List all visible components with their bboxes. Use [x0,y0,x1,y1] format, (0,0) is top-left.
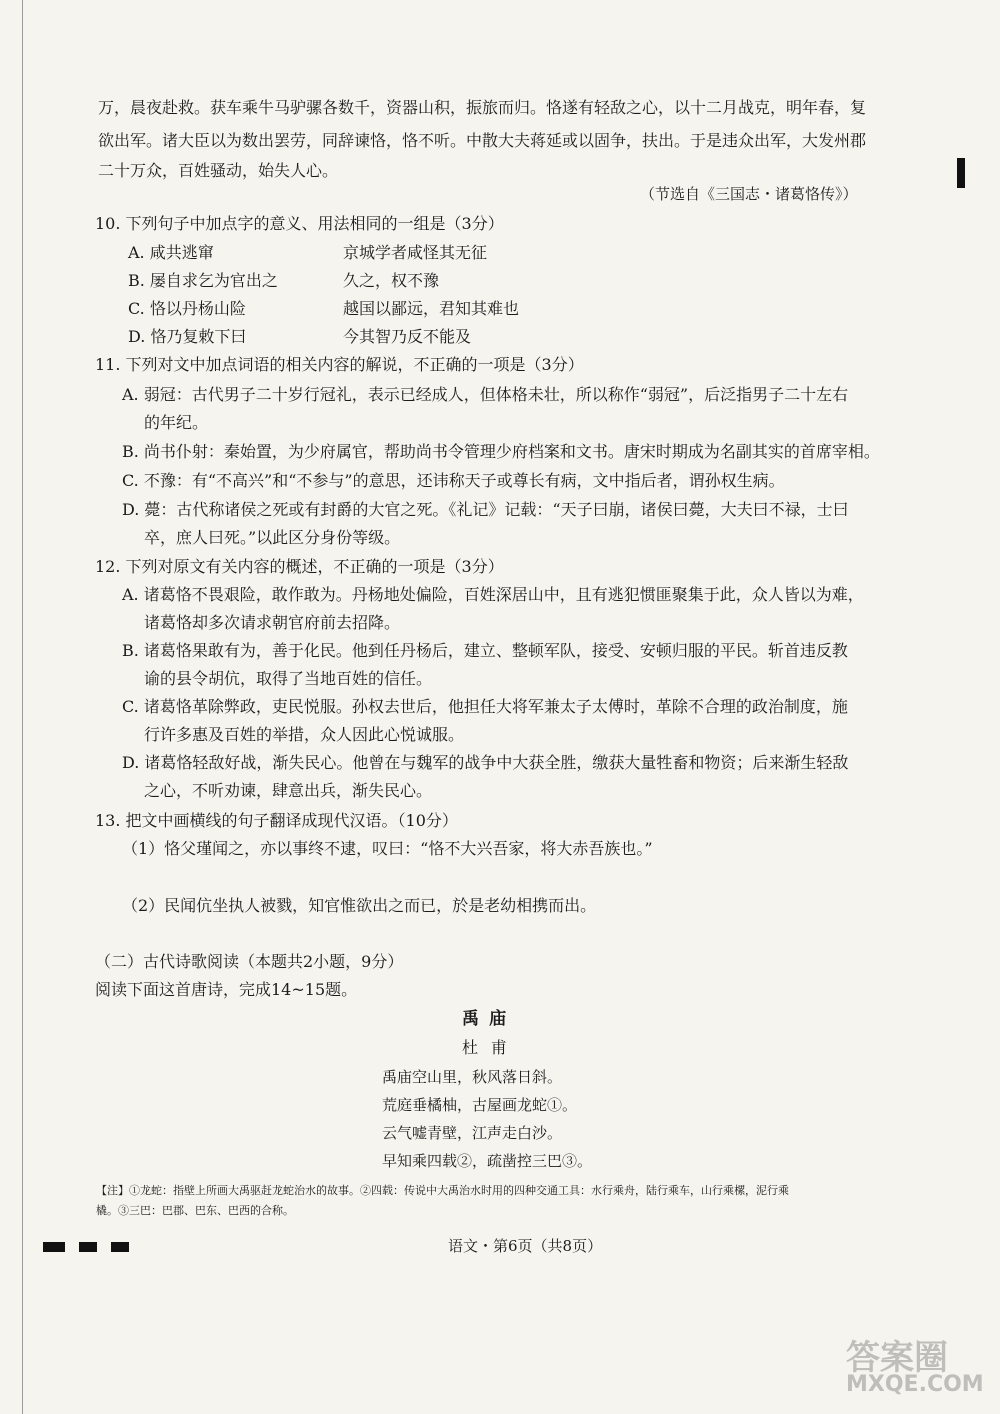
q12-option-c: C. 诸葛恪革除弊政，吏民悦服。孙权去世后，他担任大将军兼太子太傅时，革除不合理的政治制度，施 [122,697,848,716]
footer-marker-3 [111,1242,129,1252]
q10-stem: 10. 下列句子中加点字的意义、用法相同的一组是（3分） [95,214,504,233]
q12-option-c-cont: 行许多惠及百姓的举措，众人因此心悦诚服。 [144,725,465,744]
q12-option-d: D. 诸葛恪轻敌好战，渐失民心。他曾在与魏军的战争中大获全胜，缴获大量牲畜和物资；后来渐生轻敌 [122,753,849,772]
poem-line-3: 云气嘘青壁，江声走白沙。 [382,1124,563,1142]
q12-option-b-cont: 谕的县令胡伉，取得了当地百姓的信任。 [144,669,433,688]
watermark-top: 答案圈 [846,1338,948,1378]
poem-line-4: 早知乘四载②，疏凿控三巴③。 [382,1152,593,1170]
q11-option-c: C. 不豫：有“不高兴”和“不参与”的意思，还讳称天子或尊长有病，文中指后者，谓孙权生病。 [122,471,785,490]
q12-option-d-cont: 之心，不听劝谏，肆意出兵，渐失民心。 [144,781,433,800]
binding-marker [957,158,965,188]
poem-line-2: 荒庭垂橘柚，古屋画龙蛇①。 [382,1096,578,1114]
q10-option-a-left: A. 咸共逃窜 [128,243,214,262]
q11-option-d-cont: 卒，庶人曰死。”以此区分身份等级。 [144,528,401,547]
watermark-logo [846,1330,984,1397]
passage-line-1: 万，晨夜赴救。获车乘牛马驴骡各数千，资器山积，振旅而归。恪遂有轻敌之心，以十二月战克，明年春，复 [98,98,867,117]
q10-option-b-right: 久之，权不豫 [343,271,440,290]
q13-stem: 13. 把文中画横线的句子翻译成现代汉语。（10分） [95,811,458,830]
passage-source: （节选自《三国志・诸葛恪传》） [640,185,858,203]
watermark-bottom: MXQE.COM [846,1372,984,1397]
q10-option-c-right: 越国以鄙远，君知其难也 [343,299,520,318]
q12-option-a-cont: 诸葛恪却多次请求朝官府前去招降。 [144,613,401,632]
q10-option-d-right: 今其智乃反不能及 [343,327,472,346]
poem-author: 杜甫 [462,1038,520,1057]
q12-option-a: A. 诸葛恪不畏艰险，敢作敢为。丹杨地处偏险，百姓深居山中，且有逃犯惯匪聚集于此，众人皆以为难， [122,585,864,604]
q13-sentence-2: （2）民闻伉坐执人被戮，知官惟欲出之而已，於是老幼相携而出。 [122,896,597,915]
page-number: 语文・第6页（共8页） [448,1237,603,1255]
q13-sentence-1: （1）恪父瑾闻之，亦以事终不逮，叹曰：“恪不大兴吾家，将大赤吾族也。” [122,839,653,858]
passage-line-3: 二十万众，百姓骚动，始失人心。 [98,161,339,180]
section2-heading: （二）古代诗歌阅读（本题共2小题，9分） [95,952,404,971]
q11-option-b: B. 尚书仆射：秦始置，为少府属官，帮助尚书令管理少府档案和文书。唐宋时期成为名副其实的首席宰相。 [122,442,880,461]
poem-line-1: 禹庙空山里，秋风落日斜。 [382,1068,563,1086]
q12-stem: 12. 下列对原文有关内容的概述，不正确的一项是（3分） [95,557,504,576]
q10-option-d-left: D. 恪乃复敕下曰 [128,327,247,346]
q11-option-a: A. 弱冠：古代男子二十岁行冠礼，表示已经成人，但体格未壮，所以称作“弱冠”，后泛指男子二十左右 [122,385,849,404]
footer-marker-2 [79,1242,97,1252]
poem-note-line-1: 【注】①龙蛇：指壁上所画大禹驱赶龙蛇治水的故事。②四载：传说中大禹治水时用的四种交通工具：水行乘舟，陆行乘车，山行乘樏，泥行乘 [96,1184,789,1197]
poem-title: 禹庙 [462,1009,517,1029]
q11-stem: 11. 下列对文中加点词语的相关内容的解说，不正确的一项是（3分） [95,355,584,374]
q11-option-a-cont: 的年纪。 [144,413,209,432]
q10-option-c-left: C. 恪以丹杨山险 [128,299,246,318]
q12-option-b: B. 诸葛恪果敢有为，善于化民。他到任丹杨后，建立、整顿军队，接受、安顿归服的平民。斩首违反教 [122,641,848,660]
q10-option-b-left: B. 屡自求乞为官出之 [128,271,278,290]
section2-instruction: 阅读下面这首唐诗，完成14~15题。 [95,980,358,999]
q10-option-a-right: 京城学者咸怪其无征 [343,243,488,262]
footer-marker-1 [43,1242,65,1252]
passage-line-2: 欲出军。诸大臣以为数出罢劳，同辞谏恪，恪不听。中散大夫蒋延或以固争，扶出。于是违众出军，大发州郡 [98,131,867,150]
poem-note-line-2: 橇。③三巴：巴郡、巴东、巴西的合称。 [96,1204,294,1217]
q11-option-d: D. 薨：古代称诸侯之死或有封爵的大官之死。《礼记》记载：“天子曰崩，诸侯曰薨，大夫曰不禄，士曰 [122,500,849,519]
page-edge-line [22,0,23,1414]
